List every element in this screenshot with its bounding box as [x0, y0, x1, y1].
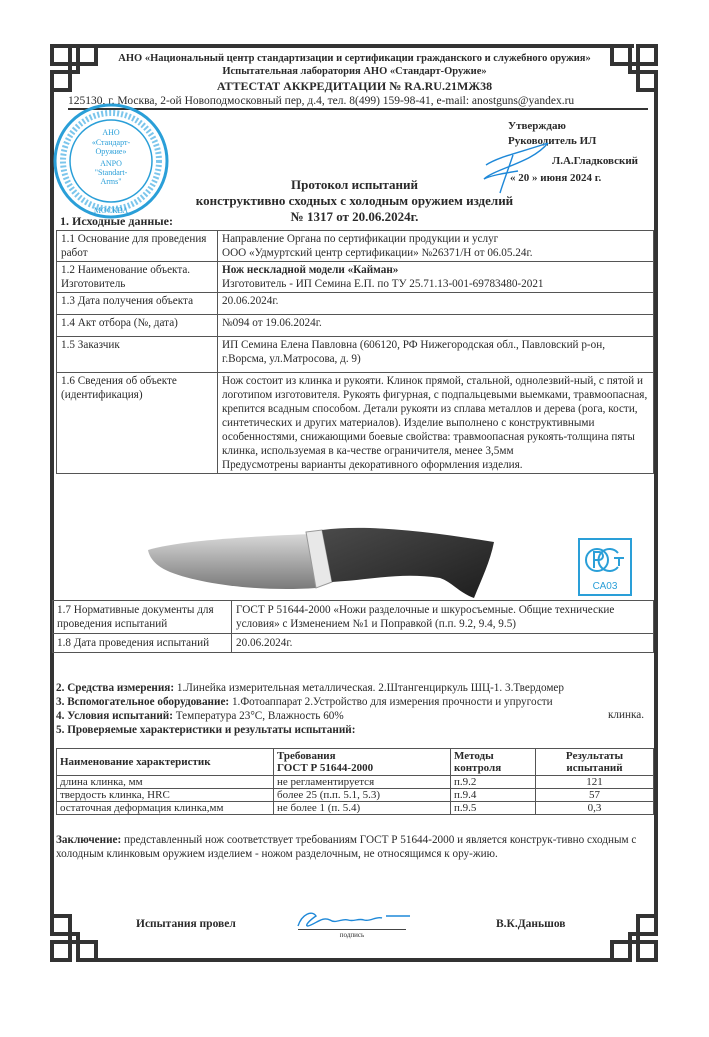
conclusion-text: представленный нож соответствует требованиям ГОСТ Р 51644-2000 и является конструк-тивно сходным с холодным клинковым оружием изделием - ножом разделочным, не относящимся к ору-жию.	[56, 834, 637, 860]
protocol-number: № 1317 от 20.06.2024г.	[290, 209, 419, 224]
approver-name: Л.А.Гладковский	[552, 155, 639, 167]
cell-requirement: не регламентируется	[274, 776, 451, 789]
table-row	[57, 802, 654, 815]
table-row	[57, 373, 654, 474]
object-description: Нож состоит из клинка и рукояти. Клинок прямой, стальной, однолезвий-ный, с пятой и логотипом изготовителя. Рукоять фигурная, с подпальцевыми выемками, травмоопасная, крепится всадным способом. Детали рукояти из сплава металлов и дерева (рога, кости, синтетических и других материалов). Изделие выполнено с конструктивными особенностями, снижающими боевые свойства: травмоопасная рукоять-толщина пяты клинка, используемая в ка-честве ограничителя, менее 3,5мм	[222, 375, 648, 457]
manufacturer: Изготовитель - ИП Семина Е.П. по ТУ 25.71.13-001-69783480-2021	[222, 278, 544, 290]
conclusion-heading: Заключение:	[56, 834, 122, 846]
table-header-row	[57, 749, 654, 776]
certification-code: СА03	[592, 581, 618, 592]
section-4	[56, 709, 656, 723]
section-2	[56, 681, 656, 695]
row-label: 1.3 Дата получения объекта	[57, 293, 218, 315]
lab-name: Испытательная лаборатория АНО «Стандарт-Оружие»	[222, 66, 487, 77]
row-value: ИП Семина Елена Павловна (606120, РФ Нижегородская обл., Павловский р-он, г.Ворсма, ул.Матросова, д. 9)	[218, 337, 654, 373]
section-3	[56, 695, 656, 709]
protocol-subtitle: конструктивно сходных с холодным оружием изделий	[195, 193, 514, 208]
section-1-heading: 1. Исходные данные:	[60, 214, 173, 228]
table-row	[57, 262, 654, 293]
row-label: 1.7 Нормативные документы для проведения испытаний	[53, 601, 232, 634]
cell-method: п.9.2	[451, 776, 536, 789]
row-label: 1.8 Дата проведения испытаний	[53, 634, 232, 653]
section-3-tail: клинка.	[608, 709, 645, 721]
table-row	[57, 337, 654, 373]
section-5-heading: 5. Проверяемые характеристики и результаты испытаний:	[56, 724, 356, 736]
stamp-city: МОСКВА	[93, 206, 129, 215]
address-line: 125130, г. Москва, 2-ой Новоподмосковный пер, д.4, тел. 8(499) 159-98-41, e-mail: anostguns@yandex.ru	[68, 95, 648, 110]
column-header: Наименование характеристик	[57, 749, 274, 776]
table-row	[57, 789, 654, 802]
row-value	[218, 262, 654, 293]
cell-method: п.9.5	[451, 802, 536, 815]
certification-mark	[578, 538, 632, 596]
table-row	[57, 231, 654, 262]
cell-result: 0,3	[536, 802, 654, 815]
row-label: 1.6 Сведения об объекте (идентификация)	[57, 373, 218, 474]
source-data-table	[56, 230, 654, 474]
conclusion	[56, 833, 652, 861]
row-value: 20.06.2024г.	[232, 634, 654, 653]
table-row	[57, 776, 654, 789]
cell-characteristic: твердость клинка, HRC	[57, 789, 274, 802]
section-4-text: Температура 23°С, Влажность 60%	[172, 710, 344, 722]
tester-name: В.К.Даньшов	[496, 918, 566, 930]
column-header: Результаты испытаний	[536, 749, 654, 776]
section-3-text: 1.Фотоаппарат 2.Устройство для измерения прочности и упругости	[229, 696, 553, 708]
section-2-text: 1.Линейка измерительная металлическая. 2.Штангенциркуль ШЦ-1. 3.Твердомер	[174, 682, 564, 694]
org-name: АНО «Национальный центр стандартизации и сертификации гражданского и служебного оружия»	[118, 53, 591, 64]
stamp-line: АНО	[102, 128, 120, 137]
cell-result: 121	[536, 776, 654, 789]
row-value	[218, 373, 654, 474]
knife-photo	[140, 522, 530, 600]
column-header: Методы контроля	[451, 749, 536, 776]
cell-characteristic: длина клинка, мм	[57, 776, 274, 789]
cell-requirement: более 25 (п.п. 5.1, 5.3)	[274, 789, 451, 802]
stamp-line: ANPO	[100, 159, 122, 168]
stamp-line: "Standart-	[94, 168, 128, 177]
cell-method: п.9.4	[451, 789, 536, 802]
product-name: Нож нескладной модели «Кайман»	[222, 264, 399, 276]
protocol-title: Протокол испытаний	[291, 177, 418, 192]
signature-line	[298, 929, 406, 930]
section-2-heading: 2. Средства измерения:	[56, 682, 175, 694]
cell-characteristic: остаточная деформация клинка,мм	[57, 802, 274, 815]
approver-role: Руководитель ИЛ	[508, 135, 597, 147]
row-value: 20.06.2024г.	[218, 293, 654, 315]
table-row	[57, 315, 654, 337]
row-label: 1.4 Акт отбора (№, дата)	[57, 315, 218, 337]
section-3-heading: 3. Вспомогательное оборудование:	[56, 696, 230, 708]
table-row	[53, 634, 654, 653]
signature-caption: подпись	[339, 931, 365, 939]
rst-logo-icon	[584, 544, 626, 576]
row-label: 1.2 Наименование объекта. Изготовитель	[57, 262, 218, 293]
stamp-line: «Стандарт-	[91, 138, 131, 147]
stamp-line: Оружие»	[95, 147, 127, 156]
stamp-line: Arms"	[100, 177, 122, 186]
approve-label: Утверждаю	[508, 120, 566, 132]
row-value: Направление Органа по сертификации продукции и услуг ООО «Удмуртский центр сертификации» №26371/Н от 06.05.24г.	[218, 231, 654, 262]
row-value: ГОСТ Р 51644-2000 «Ножи разделочные и шкуросъемные. Общие технические условия» с Изменением №1 и Поправкой (п.п. 9.2, 9.4, 9.5)	[232, 601, 654, 634]
row-value: №094 от 19.06.2024г.	[218, 315, 654, 337]
approval-date: « 20 » июня 2024 г.	[510, 172, 602, 184]
row-label: 1.5 Заказчик	[57, 337, 218, 373]
object-description-extra: Предусмотрены варианты декоративного оформления изделия.	[222, 459, 523, 471]
source-data-table-continued	[52, 600, 654, 653]
cell-requirement: не более 1 (п. 5.4)	[274, 802, 451, 815]
table-row	[53, 601, 654, 634]
accreditation: АТТЕСТАТ АККРЕДИТАЦИИ № RA.RU.21МЖ38	[216, 79, 493, 93]
results-table	[56, 748, 654, 815]
table-row	[57, 293, 654, 315]
row-label: 1.1 Основание для проведения работ	[57, 231, 218, 262]
tested-by-label: Испытания провел	[136, 918, 236, 930]
column-header: Требования ГОСТ Р 51644-2000	[274, 749, 451, 776]
section-4-heading: 4. Условия испытаний:	[56, 710, 173, 722]
cell-result: 57	[536, 789, 654, 802]
